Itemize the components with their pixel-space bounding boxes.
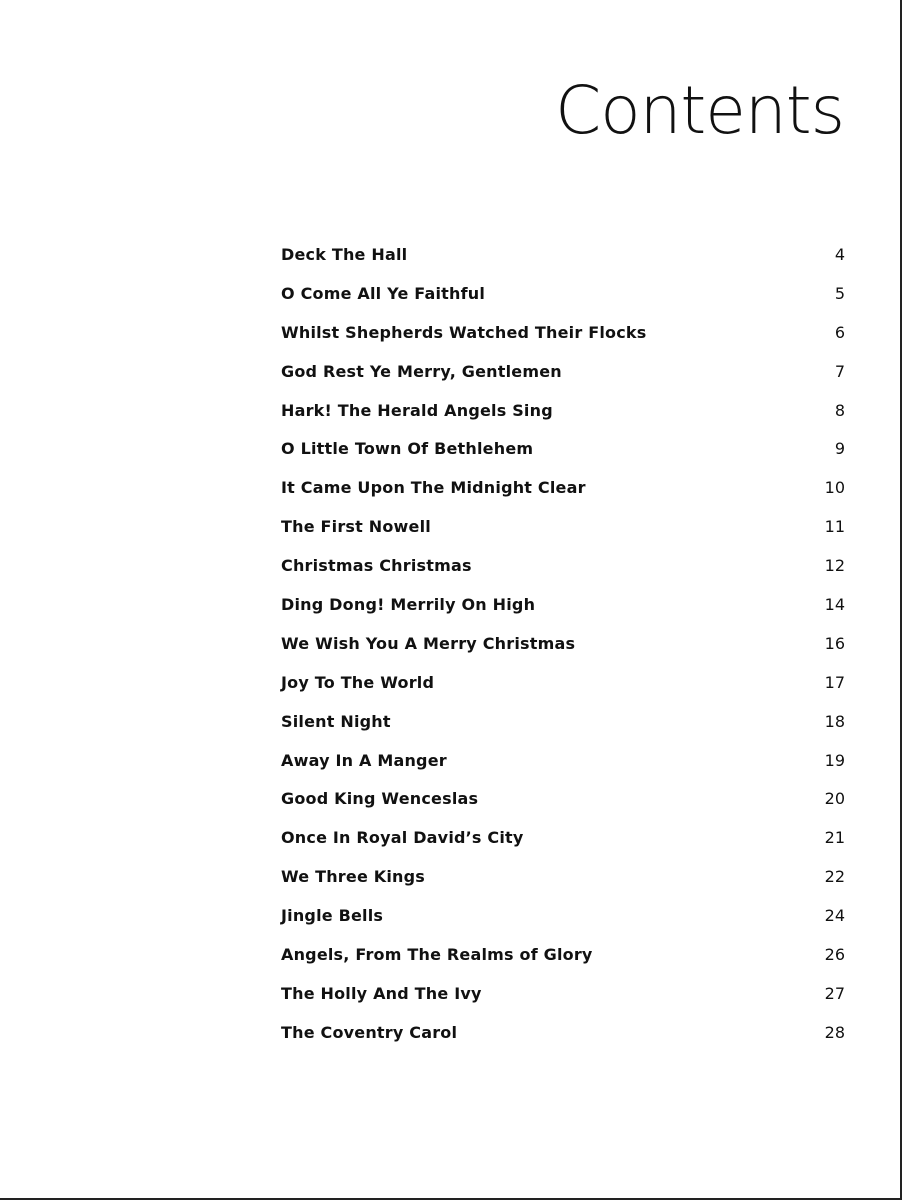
- toc-entry[interactable]: [281, 867, 847, 906]
- toc-entry[interactable]: [281, 634, 847, 673]
- toc-entry[interactable]: [281, 712, 847, 751]
- toc-entry-page: 17: [824, 672, 845, 692]
- toc-entry-title: Deck The Hall: [281, 245, 408, 264]
- toc-entry-page: 26: [824, 945, 845, 965]
- toc-entry-title: It Came Upon The Midnight Clear: [281, 478, 586, 498]
- toc-entry[interactable]: [281, 362, 847, 401]
- toc-entry[interactable]: [281, 1023, 847, 1062]
- toc-entry-page: 28: [824, 1022, 845, 1042]
- toc-entry[interactable]: [281, 595, 847, 634]
- toc-entry-title: Hark! The Herald Angels Sing: [281, 400, 553, 420]
- toc-entry-title: O Come All Ye Faithful: [281, 283, 486, 303]
- toc-entry[interactable]: [281, 673, 847, 712]
- toc-entry[interactable]: [281, 401, 847, 440]
- toc-entry-title: God Rest Ye Merry, Gentlemen: [281, 361, 562, 381]
- toc-entry[interactable]: [281, 323, 847, 362]
- toc-entry-title: Silent Night: [281, 711, 391, 731]
- toc-entry[interactable]: [281, 789, 847, 828]
- toc-entry-page: 7: [834, 361, 845, 381]
- toc-entry-title: Jingle Bells: [281, 906, 384, 926]
- toc-entry-page: 20: [824, 789, 845, 809]
- toc-entry-title: Angels, From The Realms of Glory: [281, 945, 593, 965]
- toc-entry-title: Christmas Christmas: [281, 556, 472, 576]
- toc-entry-page: 9: [834, 439, 845, 459]
- toc-entry-page: 27: [824, 983, 845, 1003]
- page-title: Contents: [555, 72, 844, 149]
- toc-entry-title: The Holly And The Ivy: [281, 983, 482, 1003]
- toc-entry-title: Whilst Shepherds Watched Their Flocks: [281, 322, 647, 342]
- toc-entry-page: 16: [824, 633, 845, 653]
- toc-entry[interactable]: [281, 439, 847, 478]
- toc-entry-title: We Wish You A Merry Christmas: [281, 633, 576, 653]
- toc-entry[interactable]: [281, 245, 847, 284]
- toc-entry[interactable]: [281, 751, 847, 790]
- toc-entry-page: 24: [824, 906, 845, 926]
- toc-entry-title: Good King Wenceslas: [281, 789, 479, 809]
- toc-entry-title: Ding Dong! Merrily On High: [281, 595, 536, 615]
- toc-entry-page: 6: [834, 322, 845, 342]
- toc-entry[interactable]: [281, 906, 847, 945]
- toc-entry[interactable]: [281, 478, 847, 517]
- toc-entry-page: 21: [824, 828, 845, 848]
- toc-entry[interactable]: [281, 945, 847, 984]
- toc-entry-page: 22: [824, 867, 845, 887]
- toc-entry[interactable]: [281, 984, 847, 1023]
- toc-entry-page: 18: [824, 711, 845, 731]
- toc-entry-title: We Three Kings: [281, 867, 426, 887]
- toc-entry[interactable]: [281, 517, 847, 556]
- toc-entry-title: Once In Royal David’s City: [281, 828, 524, 848]
- toc-entry-page: 4: [834, 245, 845, 264]
- toc-entry-page: 5: [834, 283, 845, 303]
- toc-entry-title: Joy To The World: [281, 672, 435, 692]
- toc-entry-title: Away In A Manger: [281, 750, 447, 770]
- toc-entry-title: O Little Town Of Bethlehem: [281, 439, 534, 459]
- toc-entry-page: 11: [824, 517, 845, 537]
- toc-entry-page: 12: [824, 556, 845, 576]
- toc-entry-page: 8: [834, 400, 845, 420]
- toc-entry[interactable]: [281, 556, 847, 595]
- toc-entry-page: 10: [824, 478, 845, 498]
- toc-entry[interactable]: [281, 828, 847, 867]
- toc-entry-title: The Coventry Carol: [281, 1022, 458, 1042]
- table-of-contents: [281, 245, 847, 1062]
- toc-entry-title: The First Nowell: [281, 517, 431, 537]
- toc-entry-page: 19: [824, 750, 845, 770]
- toc-entry-page: 14: [824, 595, 845, 615]
- toc-entry[interactable]: [281, 284, 847, 323]
